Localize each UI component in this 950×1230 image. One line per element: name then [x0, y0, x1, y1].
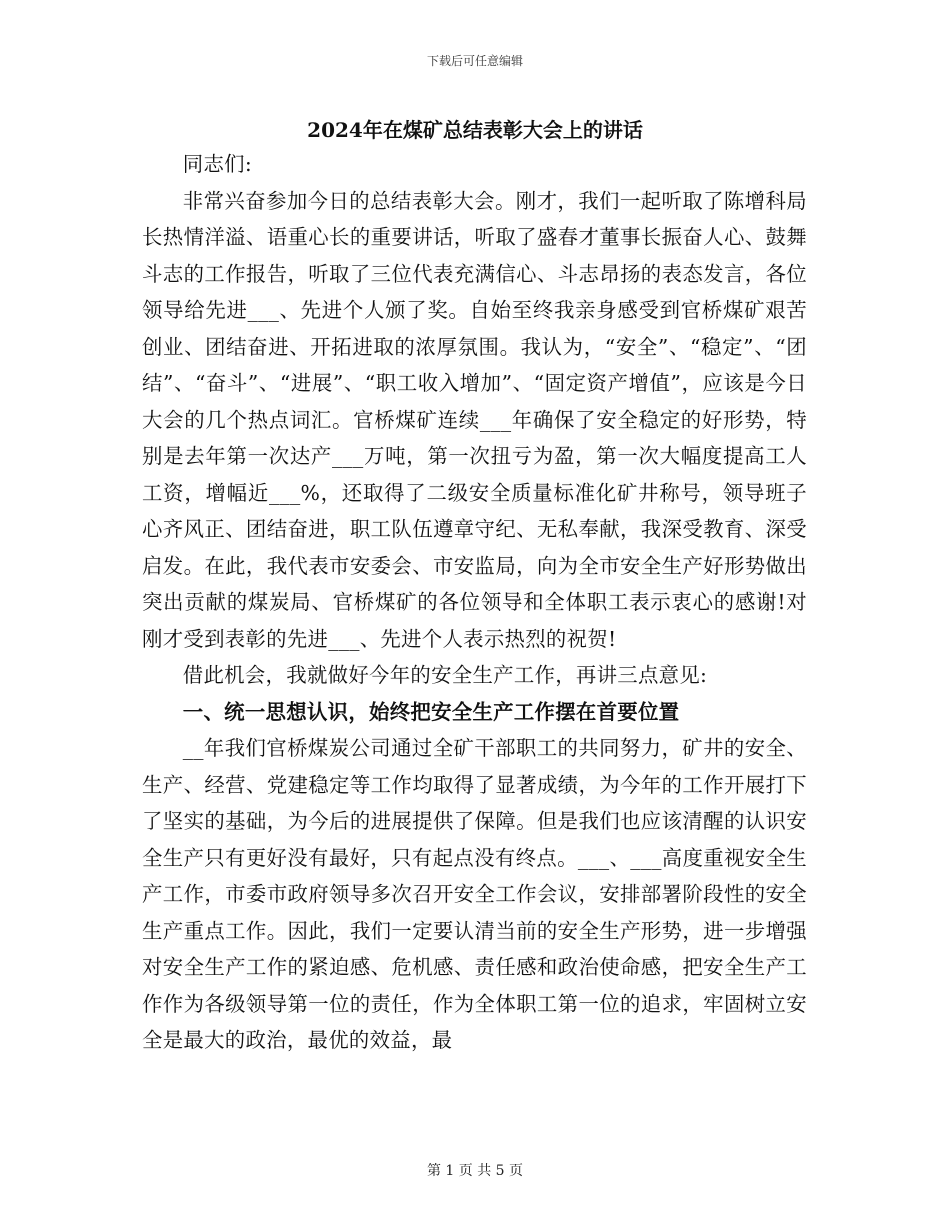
page-title: 2024年在煤矿总结表彰大会上的讲话	[307, 118, 643, 142]
body-paragraph: 非常兴奋参加今日的总结表彰大会。刚才，我们一起听取了陈增科局长热情洋溢、语重心长的重要讲话，听取了盛春才董事长振奋人心、鼓舞斗志的工作报告，听取了三位代表充满信心、斗志昂扬的表态发言，各位领导给先进___、先进个人颁了奖。自始至终我亲身感受到官桥煤矿艰苦创业、团结奋进、开拓进取的浓厚氛围。我认为，“安全”、“稳定”、“团结”、“奋斗”、“进展”、“职工收入增加”、“固定资产增值”，应该是今日大会的几个热点词汇。官桥煤矿连续___年确保了安全稳定的好形势，特别是去年第一次达产___万吨，第一次扭亏为盈，第一次大幅度提高工人工资，增幅近___%，还取得了二级安全质量标准化矿井称号，领导班子心齐风正、团结奋进，职工队伍遵章守纪、无私奉献，我深受教育、深受启发。在此，我代表市安委会、市安监局，向为全市安全生产好形势做出突出贡献的煤炭局、官桥煤矿的各位领导和全体职工表示衷心的感谢!对刚才受到表彰的先进___、先进个人表示热烈的祝贺!	[142, 188, 807, 651]
page-header-note: 下载后可任意编辑	[426, 54, 523, 68]
body-paragraph: 借此机会，我就做好今年的安全生产工作，再讲三点意见:	[182, 663, 708, 687]
body-paragraph: __年我们官桥煤炭公司通过全矿干部职工的共同努力，矿井的安全、生产、经营、党建稳定等工作均取得了显著成绩，为今年的工作开展打下了坚实的基础，为今后的进展提供了保障。但是我们也应该清醒的认识安全生产只有更好没有最好，只有起点没有终点。___、___高度重视安全生产工作，市委市政府领导多次召开安全工作会议，安排部署阶段性的安全生产重点工作。因此，我们一定要认清当前的安全生产形势，进一步增强对安全生产工作的紧迫感、危机感、责任感和政治使命感，把安全生产工作作为各级领导第一位的责任，作为全体职工第一位的追求，牢固树立安全是最大的政治，最优的效益，最	[142, 736, 807, 1052]
page-number: 第 1 页 共 5 页	[426, 1163, 524, 1179]
salutation: 同志们:	[182, 152, 253, 176]
document-body	[142, 146, 807, 1059]
section-heading: 一、统一思想认识，始终把安全生产工作摆在首要位置	[182, 699, 680, 724]
